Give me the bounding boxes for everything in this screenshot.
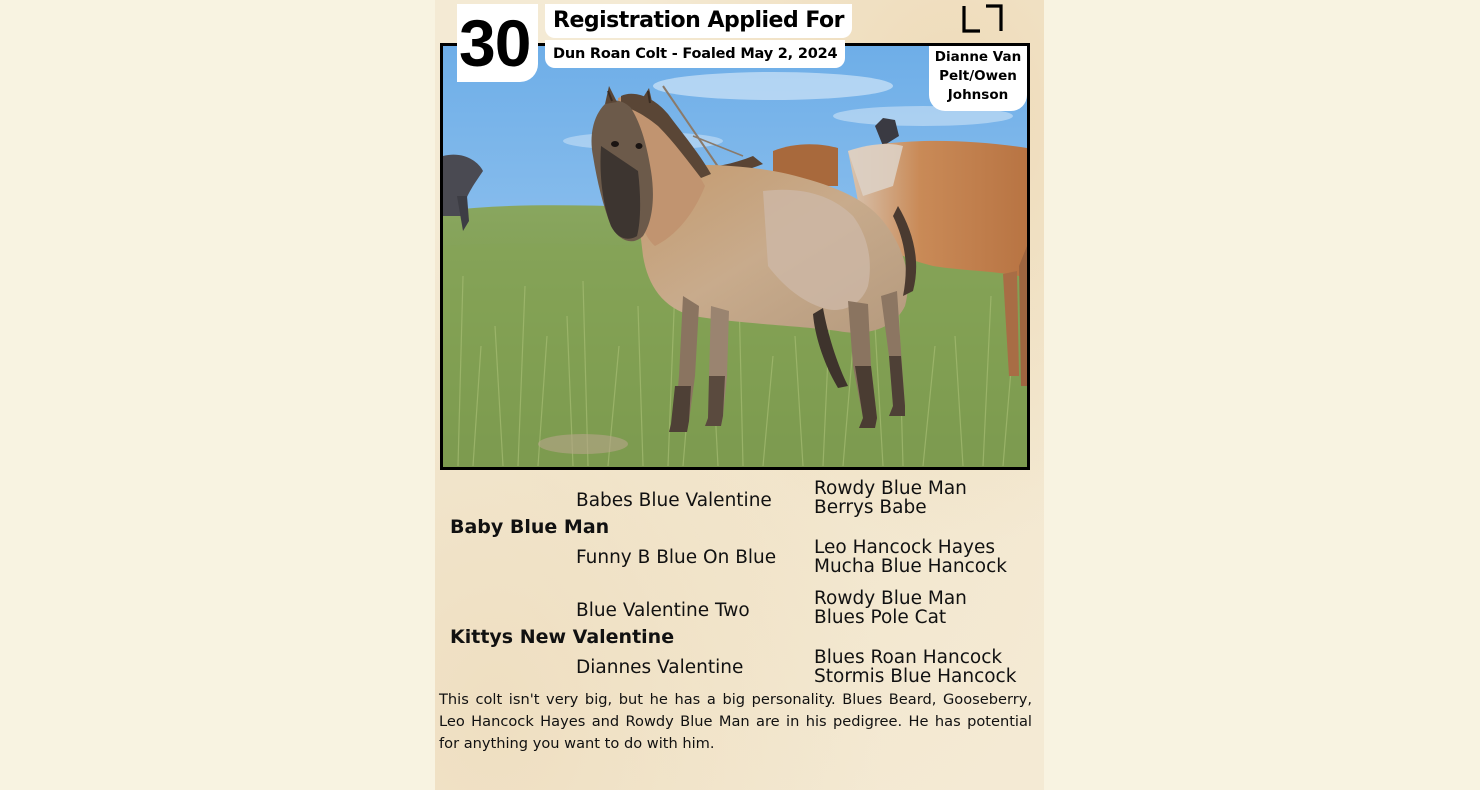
pedigree-dam-sire-sire: Rowdy Blue Man [814,588,967,609]
pedigree-dam: Kittys New Valentine [450,626,675,648]
pedigree-dam-dam: Diannes Valentine [576,657,744,678]
registration-title: Registration Applied For [545,4,852,38]
pedigree-sire-dam-dam: Mucha Blue Hancock [814,556,1007,577]
horse-description: This colt isn't very big, but he has a big personality. Blues Beard, Gooseberry, Leo Hancock Hayes and Rowdy Blue Man are in his pedigree. He has potential for anything you want to do with him. [439,691,1032,752]
pedigree-sire-dam-sire: Leo Hancock Hayes [814,537,996,558]
pedigree-dam-sire: Blue Valentine Two [576,600,750,621]
lot-number: 30 [457,4,538,82]
brand-mark-icon [961,4,1005,34]
pedigree-sire-sire-dam: Berrys Babe [814,497,927,518]
horse-description-subtitle: Dun Roan Colt - Foaled May 2, 2024 [545,40,845,68]
pedigree-sire-dam: Funny B Blue On Blue [576,547,777,568]
pedigree-sire: Baby Blue Man [450,516,610,538]
pedigree-sire-sire: Babes Blue Valentine [576,490,772,511]
pedigree-dam-sire-dam: Blues Pole Cat [814,607,947,628]
pedigree-dam-dam-dam: Stormis Blue Hancock [814,666,1017,687]
pedigree-sire-sire-sire: Rowdy Blue Man [814,478,967,499]
catalog-page [435,0,1044,790]
owner-label: Dianne Van Pelt/Owen Johnson [929,46,1027,111]
pedigree-dam-dam-sire: Blues Roan Hancock [814,647,1003,668]
